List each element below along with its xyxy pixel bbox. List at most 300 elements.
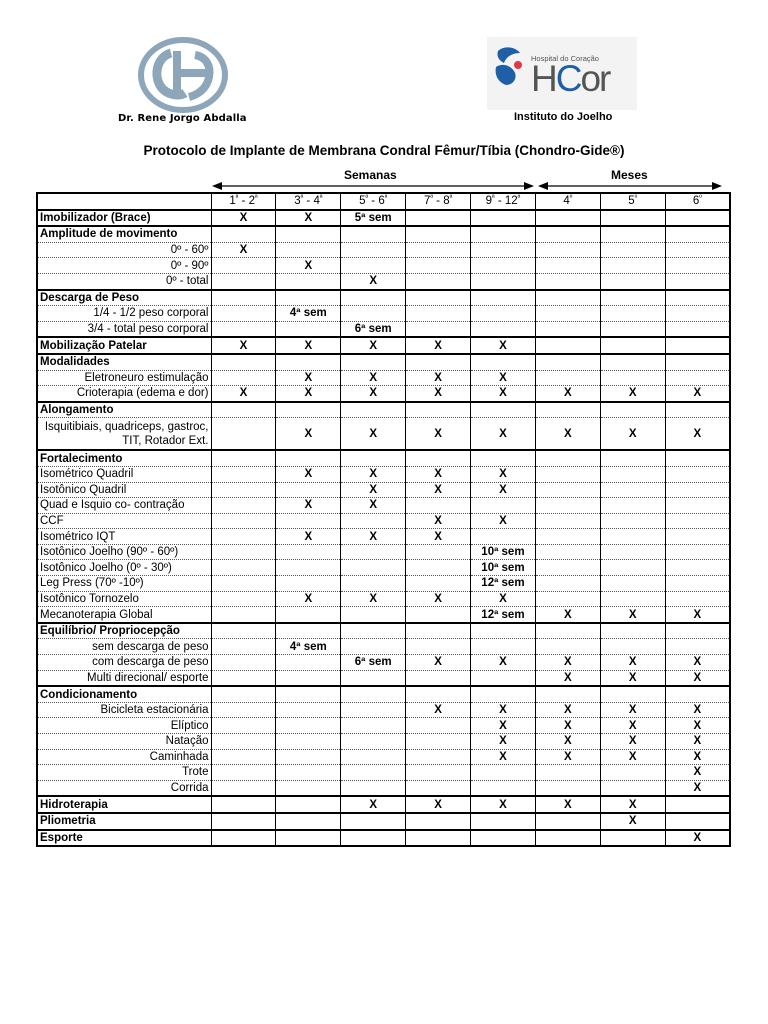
table-cell <box>276 576 341 592</box>
row-label: 1/4 - 1/2 peso corporal <box>37 306 211 322</box>
table-cell: X <box>341 796 406 813</box>
table-cell: X <box>600 796 665 813</box>
table-cell <box>406 734 471 750</box>
table-cell <box>665 513 730 529</box>
table-cell <box>535 273 600 289</box>
table-cell <box>600 830 665 847</box>
table-cell <box>535 529 600 545</box>
table-cell <box>341 749 406 765</box>
table-cell <box>535 591 600 607</box>
row-label: Mecanoterapia Global <box>37 607 211 623</box>
table-cell <box>211 765 276 781</box>
table-row <box>37 321 730 337</box>
table-cell <box>600 306 665 322</box>
table-cell: X <box>406 370 471 386</box>
table-cell <box>600 402 665 418</box>
table-row <box>37 513 730 529</box>
table-cell <box>535 306 600 322</box>
table-cell: X <box>535 718 600 734</box>
doctor-logo-icon <box>137 37 229 113</box>
table-cell <box>471 273 536 289</box>
table-cell <box>341 623 406 639</box>
row-label: Isotônico Quadril <box>37 482 211 498</box>
table-cell <box>341 242 406 258</box>
table-cell <box>471 765 536 781</box>
table-cell <box>211 813 276 830</box>
table-cell <box>535 321 600 337</box>
months-group-label: Meses <box>611 168 648 182</box>
table-cell: X <box>341 337 406 354</box>
table-cell <box>276 623 341 639</box>
section-label: Amplitude de movimento <box>37 226 211 242</box>
institute-label: Instituto do Joelho <box>514 111 613 123</box>
table-cell: X <box>600 813 665 830</box>
table-cell: X <box>535 796 600 813</box>
table-cell <box>276 242 341 258</box>
table-cell <box>276 718 341 734</box>
table-cell <box>211 370 276 386</box>
table-cell <box>471 210 536 227</box>
table-cell <box>211 670 276 686</box>
table-row <box>37 466 730 482</box>
table-cell <box>341 607 406 623</box>
table-cell <box>211 686 276 702</box>
section-label: Modalidades <box>37 354 211 370</box>
table-cell: X <box>471 513 536 529</box>
row-label: 0º - 90º <box>37 258 211 274</box>
table-cell <box>535 513 600 529</box>
table-cell <box>211 273 276 289</box>
table-cell <box>276 702 341 718</box>
table-cell: X <box>276 418 341 451</box>
table-row <box>37 544 730 560</box>
table-cell <box>211 321 276 337</box>
table-cell <box>535 337 600 354</box>
table-cell: X <box>665 780 730 796</box>
table-cell <box>276 734 341 750</box>
table-cell <box>406 607 471 623</box>
table-cell <box>665 354 730 370</box>
table-cell <box>665 482 730 498</box>
heart-hand-icon <box>492 45 528 89</box>
table-cell <box>341 290 406 306</box>
table-row <box>37 702 730 718</box>
protocol-table <box>36 192 731 847</box>
table-cell <box>406 544 471 560</box>
table-cell <box>341 686 406 702</box>
table-cell <box>211 734 276 750</box>
table-cell: X <box>341 466 406 482</box>
table-cell <box>600 242 665 258</box>
table-cell: X <box>665 734 730 750</box>
row-label: Quad e Isquio co- contração <box>37 498 211 514</box>
table-cell <box>471 813 536 830</box>
table-cell: X <box>471 418 536 451</box>
table-cell: X <box>341 370 406 386</box>
document-title: Protocolo de Implante de Membrana Condral Fêmur/Tíbia (Chondro-Gide®) <box>143 143 625 158</box>
table-cell <box>211 482 276 498</box>
table-cell <box>600 370 665 386</box>
table-row <box>37 242 730 258</box>
row-label: Isotônico Joelho (90º - 60º) <box>37 544 211 560</box>
table-cell <box>276 560 341 576</box>
table-row <box>37 210 730 227</box>
weeks-group-label: Semanas <box>344 168 397 182</box>
table-cell: X <box>276 529 341 545</box>
table-cell <box>600 576 665 592</box>
table-cell <box>211 498 276 514</box>
table-row <box>37 607 730 623</box>
table-cell <box>471 290 536 306</box>
table-cell <box>341 544 406 560</box>
table-cell: X <box>211 210 276 227</box>
table-cell: X <box>406 655 471 671</box>
table-cell <box>211 655 276 671</box>
table-cell: X <box>600 386 665 402</box>
table-cell: X <box>406 702 471 718</box>
row-label: Isométrico Quadril <box>37 466 211 482</box>
table-cell: X <box>535 607 600 623</box>
row-label: 0º - 60º <box>37 242 211 258</box>
table-cell: X <box>535 702 600 718</box>
row-label: Eletroneuro estimulação <box>37 370 211 386</box>
table-cell <box>471 529 536 545</box>
table-cell <box>665 466 730 482</box>
table-cell <box>535 544 600 560</box>
table-cell <box>341 576 406 592</box>
table-cell <box>341 354 406 370</box>
table-cell <box>276 670 341 686</box>
table-cell: X <box>471 370 536 386</box>
table-cell: X <box>341 273 406 289</box>
table-cell <box>341 830 406 847</box>
table-cell <box>600 321 665 337</box>
column-header: $5^ª - 6^ª$ <box>341 193 406 210</box>
table-cell <box>406 210 471 227</box>
table-cell: X <box>471 655 536 671</box>
section-label: Equilíbrio/ Propriocepção <box>37 623 211 639</box>
table-cell <box>276 830 341 847</box>
table-cell: X <box>276 337 341 354</box>
table-cell <box>665 576 730 592</box>
table-cell: X <box>341 498 406 514</box>
table-cell <box>341 306 406 322</box>
table-cell <box>665 686 730 702</box>
table-cell <box>406 306 471 322</box>
table-cell <box>276 796 341 813</box>
table-cell: X <box>665 655 730 671</box>
table-cell <box>211 544 276 560</box>
table-cell: X <box>600 418 665 451</box>
section-label: Pliometria <box>37 813 211 830</box>
table-cell: X <box>406 482 471 498</box>
table-cell: X <box>471 796 536 813</box>
table-cell: X <box>471 734 536 750</box>
table-cell <box>276 544 341 560</box>
table-cell: X <box>341 386 406 402</box>
table-row <box>37 306 730 322</box>
table-cell <box>341 718 406 734</box>
table-row <box>37 780 730 796</box>
row-label: Isométrico IQT <box>37 529 211 545</box>
table-cell <box>276 226 341 242</box>
table-cell <box>406 813 471 830</box>
table-cell: X <box>665 749 730 765</box>
table-cell: X <box>471 386 536 402</box>
table-row <box>37 639 730 655</box>
table-cell <box>665 290 730 306</box>
table-cell <box>211 607 276 623</box>
table-cell: X <box>665 607 730 623</box>
table-cell <box>406 258 471 274</box>
table-cell <box>406 273 471 289</box>
table-row <box>37 498 730 514</box>
row-label: sem descarga de peso <box>37 639 211 655</box>
table-cell <box>665 306 730 322</box>
table-cell: X <box>600 670 665 686</box>
table-cell <box>341 670 406 686</box>
table-cell <box>471 450 536 466</box>
table-cell <box>535 765 600 781</box>
table-cell <box>211 830 276 847</box>
table-cell <box>341 226 406 242</box>
table-cell <box>665 813 730 830</box>
table-cell <box>665 796 730 813</box>
table-cell <box>341 765 406 781</box>
table-cell: X <box>665 670 730 686</box>
table-cell: 6ª sem <box>341 321 406 337</box>
section-label: Fortalecimento <box>37 450 211 466</box>
table-cell <box>276 813 341 830</box>
table-cell: 4ª sem <box>276 306 341 322</box>
table-cell <box>665 321 730 337</box>
doctor-name: Dr. Rene Jorgo Abdalla <box>118 113 247 124</box>
table-cell <box>535 639 600 655</box>
table-cell <box>535 560 600 576</box>
table-cell <box>600 354 665 370</box>
table-cell: X <box>665 386 730 402</box>
row-label: 3/4 - total peso corporal <box>37 321 211 337</box>
table-cell: X <box>600 734 665 750</box>
table-cell: 10ª sem <box>471 544 536 560</box>
table-row <box>37 670 730 686</box>
table-cell <box>535 623 600 639</box>
table-cell: 12ª sem <box>471 576 536 592</box>
table-row <box>37 370 730 386</box>
table-cell <box>406 718 471 734</box>
table-cell <box>406 290 471 306</box>
table-cell <box>665 258 730 274</box>
table-cell <box>600 337 665 354</box>
table-row <box>37 386 730 402</box>
hospital-logo <box>487 37 637 110</box>
table-row <box>37 273 730 289</box>
table-cell <box>211 749 276 765</box>
table-cell <box>535 354 600 370</box>
table-cell <box>341 560 406 576</box>
table-cell <box>211 402 276 418</box>
table-cell <box>406 670 471 686</box>
table-cell <box>535 370 600 386</box>
table-cell <box>211 529 276 545</box>
column-header: $5^º$ <box>600 193 665 210</box>
table-cell <box>276 482 341 498</box>
table-cell <box>535 210 600 227</box>
row-label: Natação <box>37 734 211 750</box>
row-label: Crioterapia (edema e dor) <box>37 386 211 402</box>
table-cell <box>406 749 471 765</box>
table-row <box>37 765 730 781</box>
section-label: Hidroterapia <box>37 796 211 813</box>
table-cell <box>211 354 276 370</box>
table-cell <box>600 482 665 498</box>
column-header: $4^º$ <box>535 193 600 210</box>
table-cell <box>276 655 341 671</box>
section-label: Mobilização Patelar <box>37 337 211 354</box>
row-label: Isotônico Joelho (0º - 30º) <box>37 560 211 576</box>
row-label: Bicicleta estacionária <box>37 702 211 718</box>
table-row <box>37 830 730 847</box>
table-cell: X <box>276 386 341 402</box>
table-cell: X <box>341 482 406 498</box>
table-cell <box>276 780 341 796</box>
table-row <box>37 418 730 451</box>
table-cell: 4ª sem <box>276 639 341 655</box>
section-label: Alongamento <box>37 402 211 418</box>
row-label: 0º - total <box>37 273 211 289</box>
table-cell <box>276 402 341 418</box>
table-cell <box>665 273 730 289</box>
table-cell: X <box>276 466 341 482</box>
table-cell: X <box>535 734 600 750</box>
table-cell <box>211 560 276 576</box>
row-label: com descarga de peso <box>37 655 211 671</box>
table-cell: X <box>535 655 600 671</box>
table-cell: X <box>471 749 536 765</box>
table-cell: X <box>471 337 536 354</box>
table-cell <box>600 258 665 274</box>
table-cell <box>211 466 276 482</box>
table-cell <box>341 402 406 418</box>
table-cell <box>665 560 730 576</box>
section-label: Imobilizador (Brace) <box>37 210 211 227</box>
table-cell <box>341 513 406 529</box>
table-cell <box>341 702 406 718</box>
table-cell <box>665 210 730 227</box>
table-cell: X <box>276 591 341 607</box>
table-cell <box>535 686 600 702</box>
table-cell <box>600 780 665 796</box>
table-cell <box>276 607 341 623</box>
row-label: Isotônico Tornozelo <box>37 591 211 607</box>
table-cell <box>341 780 406 796</box>
column-header: $3^ª - 4^ª$ <box>276 193 341 210</box>
table-cell <box>665 591 730 607</box>
table-cell <box>471 780 536 796</box>
table-cell: X <box>535 418 600 451</box>
table-cell <box>211 418 276 451</box>
table-row <box>37 734 730 750</box>
table-cell <box>535 482 600 498</box>
table-cell <box>471 498 536 514</box>
table-cell <box>600 544 665 560</box>
row-label: CCF <box>37 513 211 529</box>
table-cell <box>535 498 600 514</box>
table-cell <box>600 210 665 227</box>
table-cell <box>600 290 665 306</box>
table-cell <box>406 686 471 702</box>
table-cell <box>211 290 276 306</box>
table-cell: X <box>406 796 471 813</box>
table-cell <box>406 780 471 796</box>
row-label: Elíptico <box>37 718 211 734</box>
table-cell <box>600 623 665 639</box>
table-row <box>37 290 730 306</box>
table-row <box>37 258 730 274</box>
table-row <box>37 623 730 639</box>
table-cell <box>665 623 730 639</box>
table-cell <box>406 765 471 781</box>
table-cell <box>276 749 341 765</box>
row-label: Isquitibiais, quadriceps, gastroc, TIT, Rotador Ext. <box>37 418 211 451</box>
section-label: Descarga de Peso <box>37 290 211 306</box>
table-row <box>37 560 730 576</box>
table-cell <box>471 306 536 322</box>
table-cell <box>600 273 665 289</box>
row-label: Multi direcional/ esporte <box>37 670 211 686</box>
table-cell <box>600 226 665 242</box>
table-cell <box>665 450 730 466</box>
table-row <box>37 354 730 370</box>
table-cell <box>535 290 600 306</box>
row-label: Caminhada <box>37 749 211 765</box>
table-cell <box>276 765 341 781</box>
table-cell <box>211 450 276 466</box>
table-row <box>37 402 730 418</box>
row-label: Leg Press (70º -10º) <box>37 576 211 592</box>
table-cell: X <box>341 591 406 607</box>
table-cell <box>276 450 341 466</box>
table-cell <box>211 702 276 718</box>
table-cell <box>276 273 341 289</box>
table-cell: X <box>211 337 276 354</box>
table-cell: X <box>665 830 730 847</box>
table-cell: X <box>471 466 536 482</box>
table-cell <box>471 321 536 337</box>
table-cell: 10ª sem <box>471 560 536 576</box>
table-cell: 5ª sem <box>341 210 406 227</box>
table-cell <box>406 226 471 242</box>
table-cell <box>211 226 276 242</box>
table-cell <box>535 830 600 847</box>
table-row <box>37 813 730 830</box>
table-cell <box>406 242 471 258</box>
table-row <box>37 226 730 242</box>
table-cell <box>341 813 406 830</box>
table-cell: X <box>600 607 665 623</box>
table-cell <box>341 734 406 750</box>
table-cell <box>211 576 276 592</box>
table-cell: X <box>600 702 665 718</box>
table-cell: X <box>535 386 600 402</box>
table-cell <box>535 576 600 592</box>
table-cell <box>211 306 276 322</box>
table-cell <box>211 639 276 655</box>
table-cell <box>665 337 730 354</box>
table-cell: X <box>211 242 276 258</box>
row-label: Corrida <box>37 780 211 796</box>
table-cell <box>600 765 665 781</box>
